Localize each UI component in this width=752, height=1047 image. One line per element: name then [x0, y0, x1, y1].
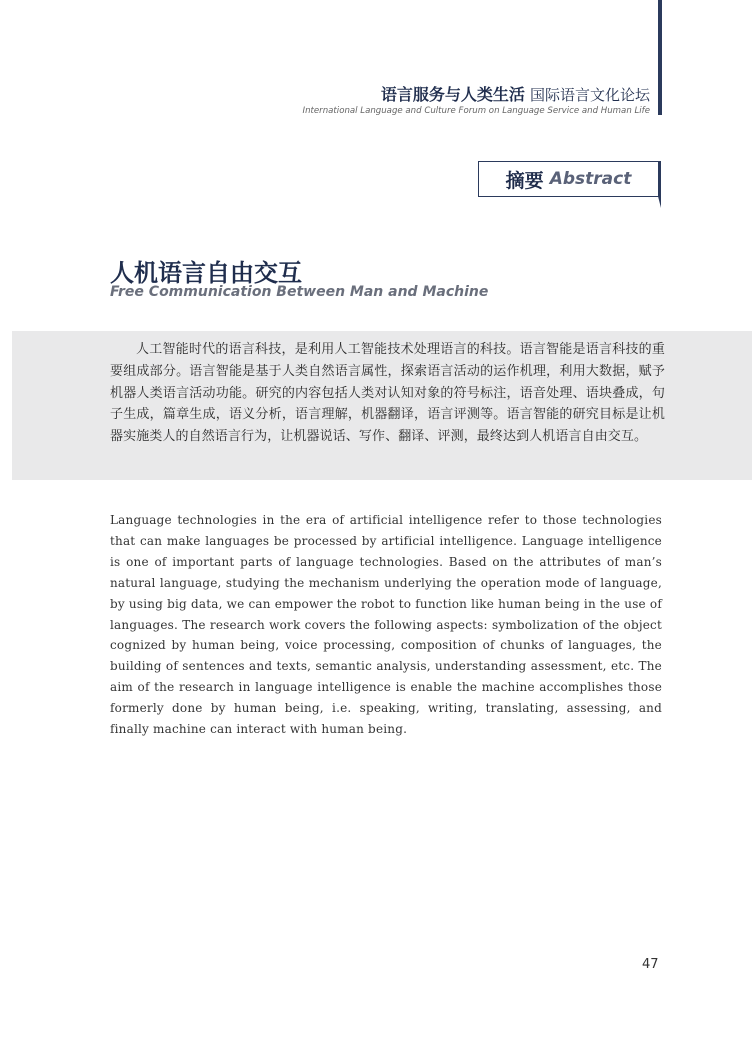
- page-number: 47: [642, 957, 659, 972]
- article-title-cn: 人机语言自由交互: [110, 258, 302, 287]
- article-title-en: Free Communication Between Man and Machine: [110, 284, 489, 300]
- forum-title-cn-regular: 国际语言文化论坛: [529, 86, 650, 104]
- abstract-tag-cn: 摘要: [505, 169, 544, 192]
- forum-title-cn-bold: 语言服务与人类生活: [380, 85, 525, 104]
- forum-title-en: International Language and Culture Forum on Language Service and Human Life: [302, 106, 650, 116]
- header-vertical-rule: [658, 0, 662, 115]
- english-abstract-text: Language technologies in the era of artificial intelligence refer to those technologies that can make languages be processed by artificial intelligence. Language intelligence is one of important parts of language technologies. Based on the attributes of man’s natural language, studying the mechanism underlying the operation mode of language, by using big data, we can empower the robot to function like human being in the use of languages. The research work covers the following aspects: symbolization of the object cognized by human being, voice processing, composition of chunks of languages, the building of sentences and texts, semantic analysis, understanding assessment, etc. The aim of the research in language intelligence is enable the machine accomplishes those formerly done by human being, i.e. speaking, writing, translating, assessing, and finally machine can interact with human being.: [110, 513, 662, 737]
- forum-title-cn: [381, 82, 650, 105]
- chinese-abstract-text: 人工智能时代的语言科技，是利用人工智能技术处理语言的科技。语言智能是语言科技的重要组成部分。语言智能是基于人类自然语言属性，探索语言活动的运作机理，利用大数据，赋予机器人类语言活动功能。研究的内容包括人类对认知对象的符号标注，语音处理、语块叠成，句子生成，篇章生成，语义分析，语言理解，机器翻译，语言评测等。语言智能的研究目标是让机器实施类人的自然语言行为，让机器说话、写作、翻译、评测，最终达到人机语言自由交互。: [110, 342, 665, 445]
- abstract-tag-en: Abstract: [549, 169, 632, 189]
- abstract-section-tag: [478, 161, 659, 197]
